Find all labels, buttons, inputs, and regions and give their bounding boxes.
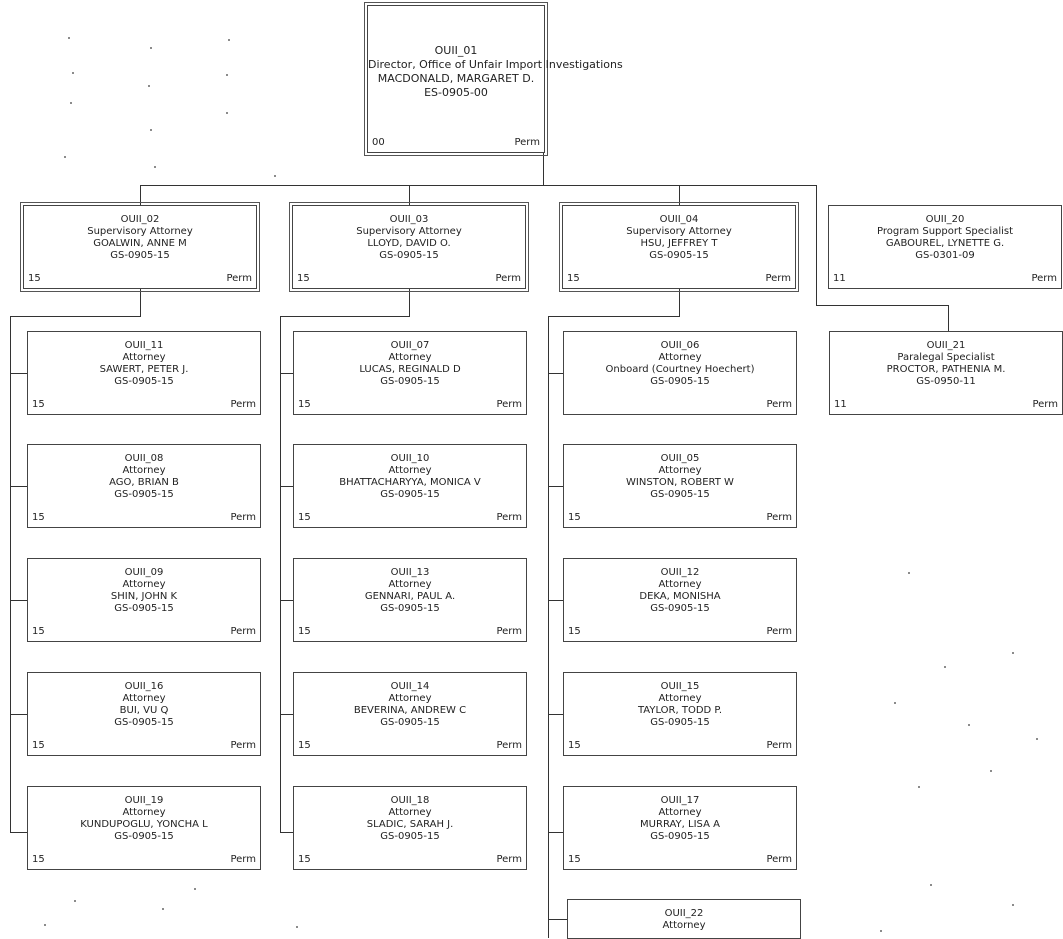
- position-box: [562, 205, 796, 289]
- connector-line: [140, 185, 141, 205]
- position-grade: GS-0905-15: [380, 717, 440, 728]
- position-grade: ES-0905-00: [424, 86, 488, 99]
- scan-speck: [162, 908, 164, 910]
- scan-speck: [44, 924, 46, 926]
- position-title: Attorney: [658, 807, 702, 818]
- connector-line: [543, 153, 544, 186]
- position-details: [564, 795, 796, 843]
- position-box: [27, 444, 261, 528]
- position-grade: GS-0905-15: [114, 717, 174, 728]
- position-title: Attorney: [122, 352, 166, 363]
- employment-status: Perm: [766, 399, 792, 410]
- position-name: MURRAY, LISA A: [640, 819, 720, 830]
- position-box: [829, 331, 1063, 415]
- connector-line: [280, 714, 293, 715]
- position-grade: GS-0905-15: [650, 717, 710, 728]
- connector-line: [548, 486, 563, 487]
- grade-level: 15: [32, 512, 45, 523]
- employment-status: Perm: [230, 740, 256, 751]
- grade-level: 00: [372, 137, 385, 148]
- position-details: [564, 340, 796, 388]
- connector-line: [280, 600, 293, 601]
- position-box: [563, 672, 797, 756]
- grade-level: 15: [298, 740, 311, 751]
- position-box: [293, 444, 527, 528]
- connector-line: [548, 316, 680, 317]
- position-details: [294, 340, 526, 388]
- scan-speck: [968, 724, 970, 726]
- employment-status: Perm: [765, 273, 791, 284]
- position-name: SAWERT, PETER J.: [99, 364, 189, 375]
- position-grade: GS-0905-15: [379, 250, 439, 261]
- position-name: BHATTACHARYYA, MONICA V: [339, 477, 481, 488]
- grade-level: 15: [567, 273, 580, 284]
- grade-level: 15: [32, 626, 45, 637]
- position-id: OUII_01: [434, 44, 478, 57]
- position-title: Program Support Specialist: [876, 226, 1014, 237]
- position-name: BUI, VU Q: [119, 705, 169, 716]
- position-details: [564, 453, 796, 501]
- position-box: [563, 786, 797, 870]
- position-id: OUII_11: [124, 340, 164, 351]
- employment-status: Perm: [230, 512, 256, 523]
- scan-speck: [150, 129, 152, 131]
- grade-level: 15: [298, 399, 311, 410]
- position-grade: GS-0905-15: [380, 603, 440, 614]
- employment-status: Perm: [766, 740, 792, 751]
- position-title: Paralegal Specialist: [897, 352, 995, 363]
- position-details: [830, 340, 1062, 388]
- employment-status: Perm: [496, 399, 522, 410]
- connector-line: [280, 316, 281, 833]
- scan-speck: [918, 786, 920, 788]
- connector-line: [816, 185, 817, 305]
- position-name: MACDONALD, MARGARET D.: [377, 72, 535, 85]
- employment-status: Perm: [230, 399, 256, 410]
- position-id: OUII_15: [660, 681, 700, 692]
- scan-speck: [64, 156, 66, 158]
- connector-line: [10, 373, 27, 374]
- position-id: OUII_02: [120, 214, 160, 225]
- connector-line: [409, 185, 410, 205]
- grade-level: 15: [28, 273, 41, 284]
- position-id: OUII_17: [660, 795, 700, 806]
- position-details: [28, 567, 260, 615]
- grade-level: 15: [568, 512, 581, 523]
- connector-line: [548, 373, 563, 374]
- employment-status: Perm: [766, 626, 792, 637]
- position-details: [28, 795, 260, 843]
- employment-status: Perm: [496, 854, 522, 865]
- scan-speck: [880, 930, 882, 932]
- scan-speck: [228, 39, 230, 41]
- connector-line: [280, 486, 293, 487]
- position-id: OUII_12: [660, 567, 700, 578]
- connector-line: [548, 832, 563, 833]
- scan-speck: [296, 926, 298, 928]
- position-grade: GS-0905-15: [650, 489, 710, 500]
- connector-line: [10, 486, 27, 487]
- employment-status: Perm: [496, 740, 522, 751]
- position-box: [292, 205, 526, 289]
- position-id: OUII_18: [390, 795, 430, 806]
- position-grade: GS-0905-15: [650, 376, 710, 387]
- scan-speck: [148, 85, 150, 87]
- grade-level: 15: [32, 854, 45, 865]
- connector-line: [10, 832, 27, 833]
- employment-status: Perm: [495, 273, 521, 284]
- connector-line: [280, 316, 410, 317]
- employment-status: Perm: [1031, 273, 1057, 284]
- position-id: OUII_09: [124, 567, 164, 578]
- employment-status: Perm: [496, 626, 522, 637]
- employment-status: Perm: [226, 273, 252, 284]
- position-box: [293, 331, 527, 415]
- position-details: [294, 681, 526, 729]
- position-box: [23, 205, 257, 289]
- position-grade: GS-0905-15: [114, 376, 174, 387]
- employment-status: Perm: [496, 512, 522, 523]
- connector-line: [548, 316, 549, 938]
- employment-status: Perm: [1032, 399, 1058, 410]
- grade-level: 15: [298, 626, 311, 637]
- position-details: [294, 453, 526, 501]
- position-grade: GS-0905-15: [110, 250, 170, 261]
- position-details: [28, 681, 260, 729]
- position-title: Supervisory Attorney: [87, 226, 193, 237]
- position-id: OUII_13: [390, 567, 430, 578]
- position-details: [564, 567, 796, 615]
- scan-speck: [990, 770, 992, 772]
- position-title: Attorney: [388, 465, 432, 476]
- position-name: GOALWIN, ANNE M: [93, 238, 187, 249]
- position-title: Attorney: [388, 579, 432, 590]
- grade-level: 15: [568, 854, 581, 865]
- position-box: [563, 444, 797, 528]
- employment-status: Perm: [230, 626, 256, 637]
- position-details: [368, 44, 623, 100]
- scan-speck: [70, 102, 72, 104]
- connector-line: [948, 305, 949, 331]
- scan-speck: [930, 884, 932, 886]
- position-box: [27, 786, 261, 870]
- position-grade: GS-0905-15: [114, 831, 174, 842]
- connector-line: [679, 289, 680, 316]
- position-grade: GS-0905-15: [380, 831, 440, 842]
- scan-speck: [1036, 738, 1038, 740]
- position-details: [564, 681, 796, 729]
- position-title: Attorney: [122, 579, 166, 590]
- position-title: Attorney: [388, 352, 432, 363]
- position-title: Attorney: [122, 807, 166, 818]
- position-details: [294, 795, 526, 843]
- position-box: [293, 672, 527, 756]
- position-box: [563, 558, 797, 642]
- position-details: [28, 453, 260, 501]
- position-id: OUII_06: [660, 340, 700, 351]
- grade-level: 15: [298, 512, 311, 523]
- position-grade: GS-0905-15: [650, 831, 710, 842]
- position-grade: GS-0905-15: [650, 603, 710, 614]
- position-name: SLADIC, SARAH J.: [366, 819, 454, 830]
- position-id: OUII_14: [390, 681, 430, 692]
- position-details: [568, 908, 800, 932]
- scan-speck: [226, 74, 228, 76]
- connector-line: [816, 305, 949, 306]
- position-box: [27, 672, 261, 756]
- position-details: [28, 340, 260, 388]
- scan-speck: [1012, 652, 1014, 654]
- position-name: LLOYD, DAVID O.: [367, 238, 451, 249]
- connector-line: [10, 316, 11, 833]
- position-details: [24, 214, 256, 262]
- connector-line: [10, 600, 27, 601]
- position-details: [563, 214, 795, 262]
- position-box: [27, 558, 261, 642]
- employment-status: Perm: [766, 512, 792, 523]
- position-id: OUII_05: [660, 453, 700, 464]
- position-title: Attorney: [388, 807, 432, 818]
- connector-line: [409, 289, 410, 316]
- connector-line: [679, 185, 680, 205]
- grade-level: 15: [32, 399, 45, 410]
- scan-speck: [226, 112, 228, 114]
- position-box: [567, 899, 801, 939]
- grade-level: 15: [32, 740, 45, 751]
- position-title: Attorney: [658, 693, 702, 704]
- position-box: [27, 331, 261, 415]
- position-id: OUII_19: [124, 795, 164, 806]
- grade-level: 11: [834, 399, 847, 410]
- scan-speck: [944, 666, 946, 668]
- position-grade: GS-0905-15: [380, 376, 440, 387]
- position-name: GABOUREL, LYNETTE G.: [885, 238, 1005, 249]
- position-title: Attorney: [658, 352, 702, 363]
- position-title: Attorney: [388, 693, 432, 704]
- grade-level: 15: [568, 740, 581, 751]
- position-name: KUNDUPOGLU, YONCHA L: [80, 819, 208, 830]
- scan-speck: [194, 888, 196, 890]
- connector-line: [10, 316, 141, 317]
- position-title: Supervisory Attorney: [626, 226, 732, 237]
- position-id: OUII_22: [664, 908, 704, 919]
- connector-line: [10, 714, 27, 715]
- connector-line: [140, 185, 817, 186]
- scan-speck: [150, 47, 152, 49]
- position-grade: GS-0905-15: [649, 250, 709, 261]
- position-box: [293, 558, 527, 642]
- position-details: [293, 214, 525, 262]
- scan-speck: [908, 572, 910, 574]
- position-grade: GS-0905-15: [114, 603, 174, 614]
- scan-speck: [68, 37, 70, 39]
- connector-line: [280, 832, 293, 833]
- position-title: Attorney: [658, 465, 702, 476]
- employment-status: Perm: [230, 854, 256, 865]
- position-title: Attorney: [658, 579, 702, 590]
- position-box: [828, 205, 1062, 289]
- position-id: OUII_04: [659, 214, 699, 225]
- position-id: OUII_07: [390, 340, 430, 351]
- position-id: OUII_10: [390, 453, 430, 464]
- scan-speck: [72, 72, 74, 74]
- scan-speck: [1012, 904, 1014, 906]
- connector-line: [548, 919, 567, 920]
- grade-level: 15: [568, 626, 581, 637]
- position-box: [293, 786, 527, 870]
- position-id: OUII_03: [389, 214, 429, 225]
- position-title: Supervisory Attorney: [356, 226, 462, 237]
- employment-status: Perm: [766, 854, 792, 865]
- position-title: Director, Office of Unfair Import Investigations: [368, 58, 623, 71]
- position-grade: GS-0905-15: [114, 489, 174, 500]
- connector-line: [280, 373, 293, 374]
- scan-speck: [154, 166, 156, 168]
- position-grade: GS-0950-11: [916, 376, 976, 387]
- position-id: OUII_21: [926, 340, 966, 351]
- position-name: AGO, BRIAN B: [109, 477, 179, 488]
- grade-level: 15: [298, 854, 311, 865]
- position-name: PROCTOR, PATHENIA M.: [886, 364, 1006, 375]
- position-name: TAYLOR, TODD P.: [637, 705, 723, 716]
- position-details: [294, 567, 526, 615]
- connector-line: [140, 289, 141, 316]
- grade-level: 11: [833, 273, 846, 284]
- position-name: Onboard (Courtney Hoechert): [605, 364, 755, 375]
- position-title: Attorney: [122, 465, 166, 476]
- position-name: SHIN, JOHN K: [110, 591, 178, 602]
- position-name: GENNARI, PAUL A.: [364, 591, 456, 602]
- position-details: [829, 214, 1061, 262]
- position-name: DEKA, MONISHA: [639, 591, 721, 602]
- position-name: HSU, JEFFREY T: [640, 238, 718, 249]
- position-name: WINSTON, ROBERT W: [626, 477, 734, 488]
- connector-line: [548, 714, 563, 715]
- grade-level: 15: [297, 273, 310, 284]
- position-name: LUCAS, REGINALD D: [359, 364, 461, 375]
- position-title: Attorney: [122, 693, 166, 704]
- connector-line: [548, 600, 563, 601]
- position-grade: GS-0301-09: [915, 250, 975, 261]
- position-grade: GS-0905-15: [380, 489, 440, 500]
- position-id: OUII_16: [124, 681, 164, 692]
- scan-speck: [274, 175, 276, 177]
- employment-status: Perm: [514, 137, 540, 148]
- position-box: [563, 331, 797, 415]
- position-id: OUII_20: [925, 214, 965, 225]
- position-box: [367, 5, 623, 153]
- position-name: BEVERINA, ANDREW C: [353, 705, 467, 716]
- position-title: Attorney: [662, 920, 706, 931]
- position-id: OUII_08: [124, 453, 164, 464]
- scan-speck: [74, 900, 76, 902]
- scan-speck: [894, 702, 896, 704]
